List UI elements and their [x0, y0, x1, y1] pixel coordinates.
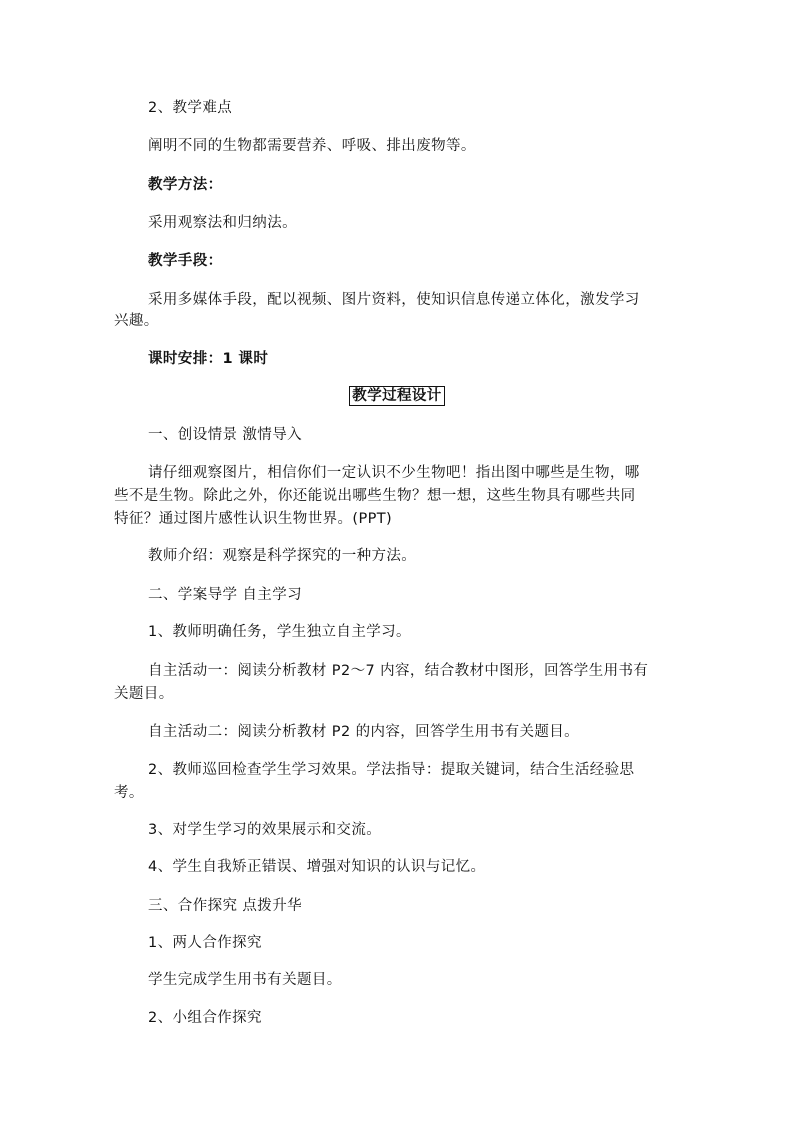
teaching-process-title-container: [0, 385, 794, 407]
section-heading-teaching-means: 教学手段：: [148, 253, 223, 269]
numbered-item: 1、两人合作探究: [148, 935, 262, 951]
paragraph: 教师介绍：观察是科学探究的一种方法。: [148, 548, 417, 564]
section-heading-teaching-method: 教学方法：: [148, 177, 223, 193]
paragraph: 阐明不同的生物都需要营养、呼吸、排出废物等。: [148, 138, 476, 154]
numbered-item: 2、小组合作探究: [148, 1010, 262, 1026]
paragraph: 学生完成学生用书有关题目。: [148, 972, 342, 988]
paragraph-line: 考。: [114, 785, 144, 801]
paragraph-line: 自主活动一：阅读分析教材 P2～7 内容，结合教材中图形，回答学生用书有: [148, 663, 649, 679]
numbered-item: 2、教师巡回检查学生学习效果。学法指导：提取关键词，结合生活经验思: [148, 762, 635, 778]
teaching-process-title: 教学过程设计: [349, 386, 444, 406]
paragraph: 自主活动二：阅读分析教材 P2 的内容，回答学生用书有关题目。: [148, 724, 580, 740]
paragraph-line: 些不是生物。除此之外，你还能说出哪些生物？想一想，这些生物具有哪些共同: [114, 488, 636, 504]
paragraph-line: 关题目。: [114, 686, 174, 702]
numbered-item: 1、教师明确任务，学生独立自主学习。: [148, 624, 411, 640]
subheading-teaching-difficulty: 2、教学难点: [148, 100, 233, 116]
section-heading-step-three: 三、合作探究 点拨升华: [148, 898, 303, 914]
paragraph-line: 特征？通过图片感性认识生物世界。(PPT): [114, 511, 393, 527]
numbered-item: 3、对学生学习的效果展示和交流。: [148, 822, 382, 838]
lesson-schedule-heading: 课时安排：1 课时: [148, 351, 269, 367]
numbered-item: 4、学生自我矫正错误、增强对知识的认识与记忆。: [148, 859, 486, 875]
paragraph-line: 采用多媒体手段，配以视频、图片资料，使知识信息传递立体化，激发学习: [148, 292, 640, 308]
paragraph-line: 请仔细观察图片，相信你们一定认识不少生物吧！指出图中哪些是生物，哪: [148, 465, 640, 481]
section-heading-step-one: 一、创设情景 激情导入: [148, 427, 303, 443]
paragraph-line: 兴趣。: [114, 313, 159, 329]
paragraph: 采用观察法和归纳法。: [148, 215, 297, 231]
section-heading-step-two: 二、学案导学 自主学习: [148, 587, 303, 603]
